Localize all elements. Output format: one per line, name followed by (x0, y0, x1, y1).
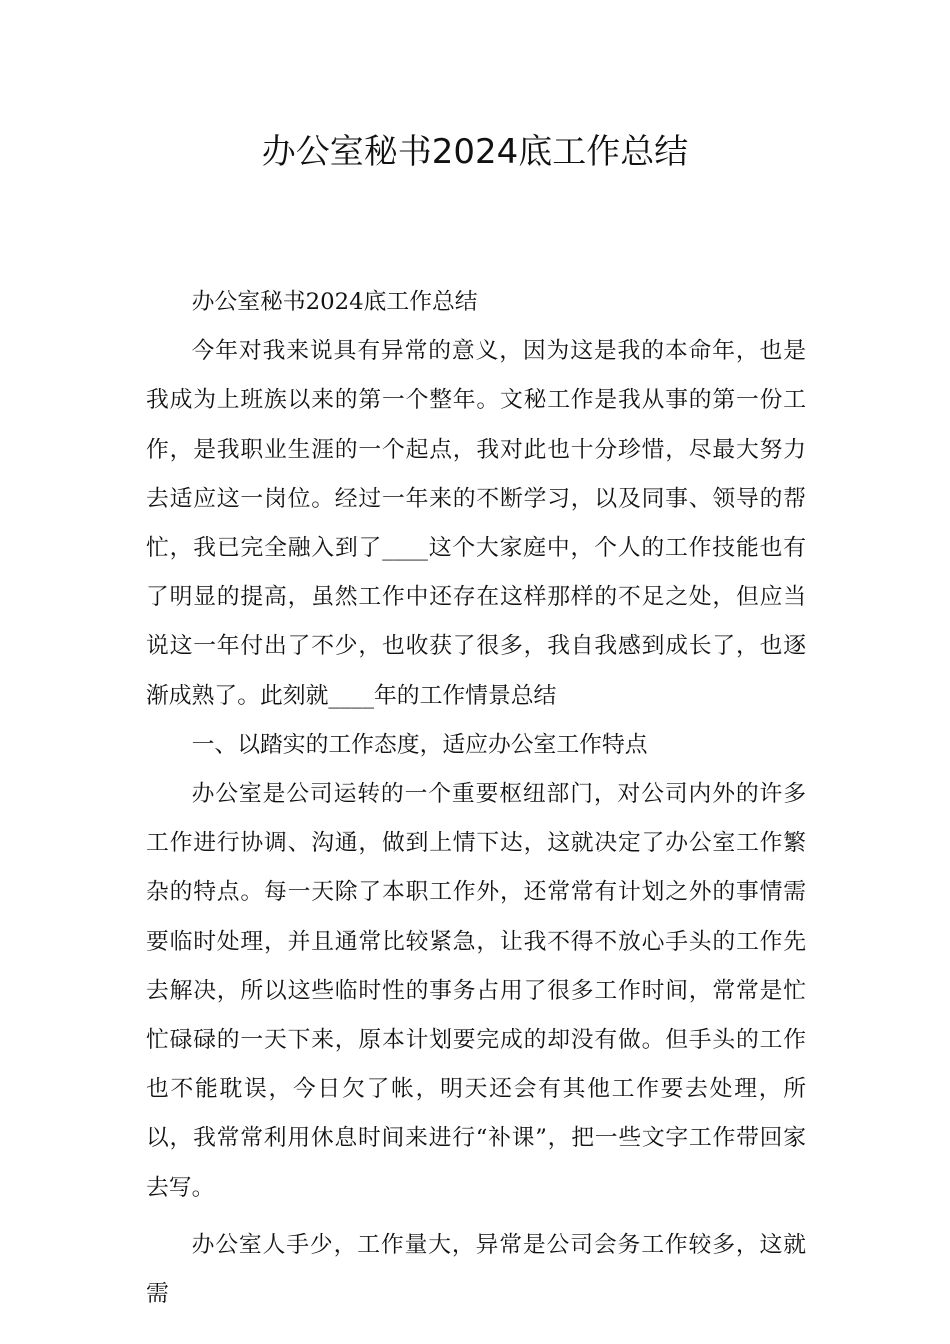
paragraph-intro: 今年对我来说具有异常的意义，因为这是我的本命年，也是我成为上班族以来的第一个整年。文秘工作是我从事的第一份工作，是我职业生涯的一个起点，我对此也十分珍惜，尽最大努力去适应这一岗位。经过一年来的不断学习，以及同事、领导的帮忙，我已完全融入到了____这个大家庭中，个人的工作技能也有了明显的提高，虽然工作中还存在这样那样的不足之处，但应当说这一年付出了不少，也收获了很多，我自我感到成长了，也逐渐成熟了。此刻就____年的工作情景总结 (146, 338, 806, 709)
paragraph-office-role: 办公室是公司运转的一个重要枢纽部门，对公司内外的许多工作进行协调、沟通，做到上情下达，这就决定了办公室工作繁杂的特点。每一天除了本职工作外，还常常有计划之外的事情需要临时处理，并且通常比较紧急，让我不得不放心手头的工作先去解决，所以这些临时性的事务占用了很多工作时间，常常是忙忙碌碌的一天下来，原本计划要完成的却没有做。但手头的工作也不能耽误，今日欠了帐，明天还会有其他工作要去处理，所以，我常常利用休息时间来进行“补课”，把一些文字工作带回家去写。 (146, 781, 806, 1201)
paragraph-office-staffing: 办公室人手少，工作量大，异常是公司会务工作较多，这就需 (146, 1231, 806, 1308)
document-body (146, 278, 806, 1319)
document-title: 办公室秘书2024底工作总结 (261, 132, 689, 172)
paragraph-subtitle: 办公室秘书2024底工作总结 (191, 289, 478, 315)
section-heading-1: 一、以踏实的工作态度，适应办公室工作特点 (191, 731, 648, 758)
